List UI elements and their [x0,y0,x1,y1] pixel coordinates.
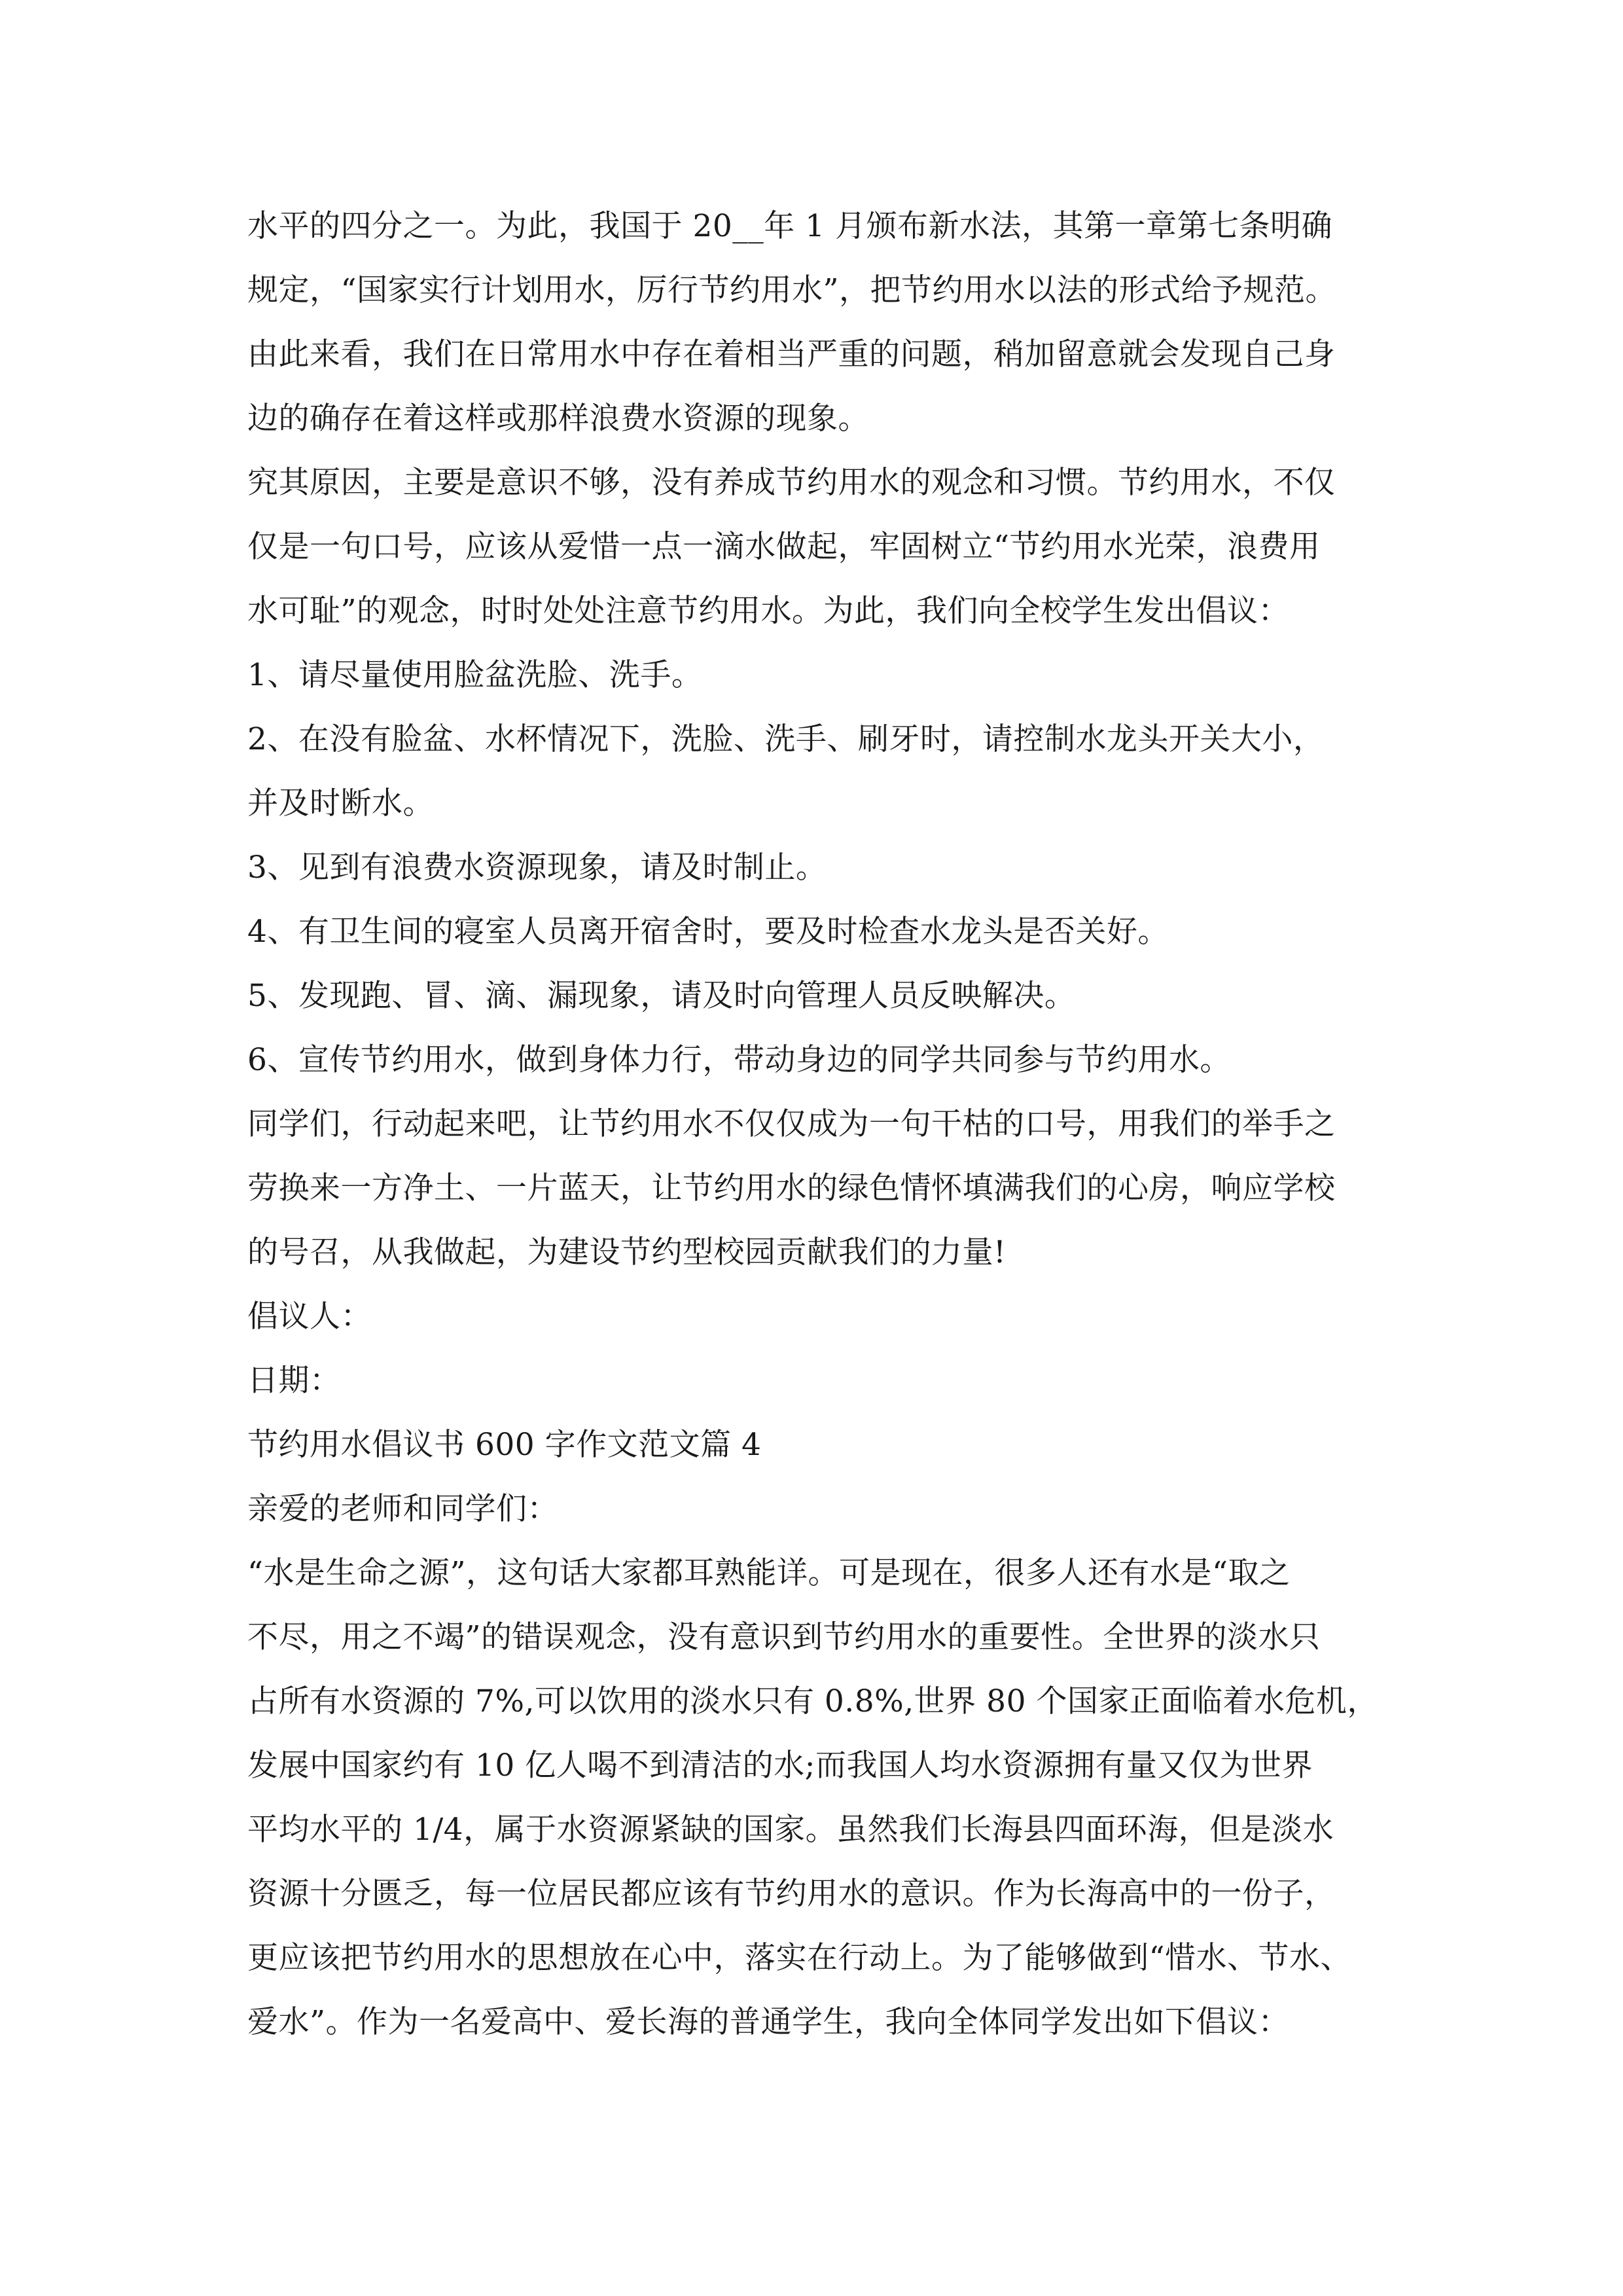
text-line: “水是生命之源”，这句话大家都耳熟能详。可是现在，很多人还有水是“取之 [247,1555,1291,1591]
signatory-label: 倡议人： [247,1299,372,1335]
text-line: 仅是一句口号，应该从爱惜一点一滴水做起，牢固树立“节约用水光荣，浪费用 [247,529,1321,565]
text-line: 水可耻”的观念，时时处处注意节约用水。为此，我们向全校学生发出倡议： [247,593,1290,629]
text-line: 规定，“国家实行计划用水，厉行节约用水”，把节约用水以法的形式给予规范。 [247,272,1337,308]
section-title: 节约用水倡议书 600 字作文范文篇 4 [247,1427,762,1463]
text-line: 爱水”。作为一名爱高中、爱长海的普通学生，我向全体同学发出如下倡议： [247,2004,1290,2040]
text-line: 由此来看，我们在日常用水中存在着相当严重的问题，稍加留意就会发现自己身 [247,336,1336,372]
text-line: 同学们，行动起来吧，让节约用水不仅仅成为一句干枯的口号，用我们的举手之 [247,1106,1336,1142]
text-line: 的号召，从我做起，为建设节约型校园贡献我们的力量! [247,1234,1007,1270]
text-line: 究其原因，主要是意识不够，没有养成节约用水的观念和习惯。节约用水，不仅 [247,465,1336,501]
text-line: 资源十分匮乏，每一位居民都应该有节约用水的意识。作为长海高中的一份子， [247,1876,1336,1912]
text-line: 不尽，用之不竭”的错误观念，没有意识到节约用水的重要性。全世界的淡水只 [247,1619,1321,1655]
text-line: 劳换来一方净土、一片蓝天，让节约用水的绿色情怀填满我们的心房，响应学校 [247,1170,1336,1206]
list-item: 1、请尽量使用脸盆洗脸、洗手。 [247,657,703,693]
list-item: 4、有卫生间的寝室人员离开宿舍时，要及时检查水龙头是否关好。 [247,914,1169,950]
list-item: 3、见到有浪费水资源现象，请及时制止。 [247,850,827,886]
text-line: 发展中国家约有 10 亿人喝不到清洁的水;而我国人均水资源拥有量又仅为世界 [247,1748,1313,1784]
list-item: 2、在没有脸盆、水杯情况下，洗脸、洗手、刷牙时，请控制水龙头开关大小， [247,721,1325,757]
text-line: 边的确存在着这样或那样浪费水资源的现象。 [247,401,869,437]
list-item-continuation: 并及时断水。 [247,785,434,821]
document-page [247,194,1399,2054]
text-line: 更应该把节约用水的思想放在心中，落实在行动上。为了能够做到“惜水、节水、 [247,1940,1352,1976]
text-line: 水平的四分之一。为此，我国于 20__年 1 月颁布新水法，其第一章第七条明确 [247,208,1333,244]
text-line: 占所有水资源的 7%,可以饮用的淡水只有 0.8%,世界 80 个国家正面临着水危机， [247,1683,1378,1719]
list-item: 6、宣传节约用水，做到身体力行，带动身边的同学共同参与节约用水。 [247,1042,1231,1078]
list-item: 5、发现跑、冒、滴、漏现象，请及时向管理人员反映解决。 [247,978,1076,1014]
text-line: 平均水平的 1/4，属于水资源紧缺的国家。虽然我们长海县四面环海，但是淡水 [247,1812,1334,1848]
date-label: 日期： [247,1363,341,1399]
salutation: 亲爱的老师和同学们： [247,1491,558,1527]
